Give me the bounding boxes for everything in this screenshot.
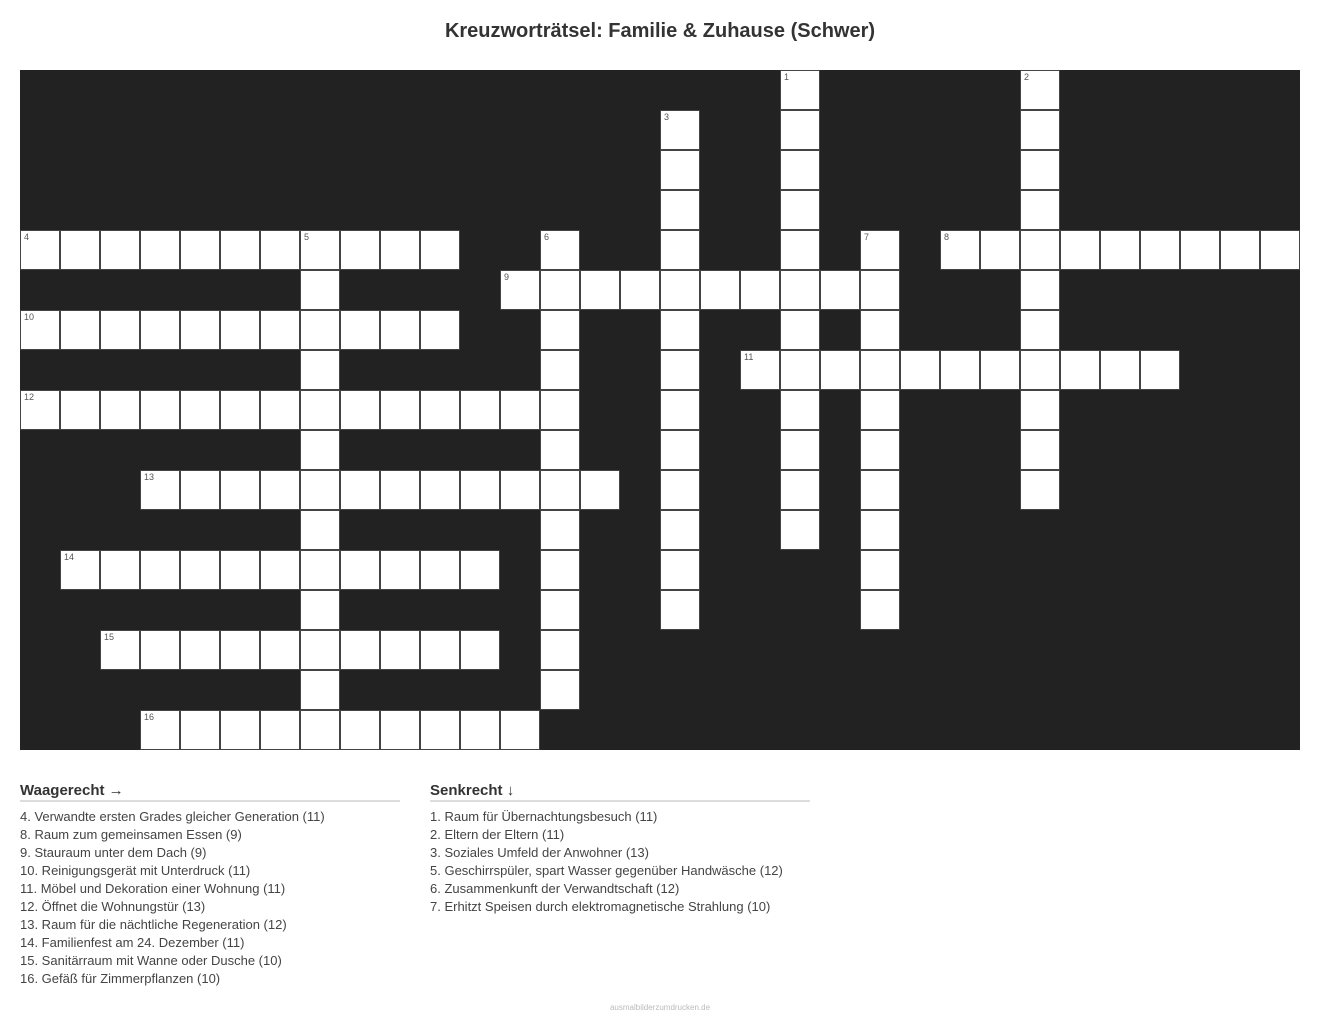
grid-cell[interactable] xyxy=(1020,470,1060,510)
across-heading: Waagerecht → xyxy=(20,782,400,802)
grid-cell[interactable] xyxy=(220,550,260,590)
clue-item: 2. Eltern der Eltern (11) xyxy=(430,827,565,842)
grid-cell[interactable] xyxy=(700,270,740,310)
grid-cell[interactable] xyxy=(140,390,180,430)
grid-cell[interactable] xyxy=(140,310,180,350)
grid-cell[interactable] xyxy=(20,390,60,430)
grid-cell[interactable] xyxy=(20,310,60,350)
grid-cell[interactable] xyxy=(860,270,900,310)
grid-cell[interactable] xyxy=(140,550,180,590)
grid-cell[interactable] xyxy=(300,310,340,350)
grid-cell[interactable] xyxy=(420,550,460,590)
clue-number: 5 xyxy=(304,232,310,242)
grid-cell[interactable] xyxy=(980,350,1020,390)
grid-cell[interactable] xyxy=(860,430,900,470)
grid-cell[interactable] xyxy=(180,470,220,510)
grid-cell[interactable] xyxy=(780,470,820,510)
down-clues xyxy=(430,782,810,916)
grid-cell[interactable] xyxy=(260,230,300,270)
grid-cell[interactable] xyxy=(1020,70,1060,110)
grid-cell[interactable] xyxy=(540,630,580,670)
grid-cell[interactable] xyxy=(420,390,460,430)
grid-cell[interactable] xyxy=(780,270,820,310)
grid-cell[interactable] xyxy=(1180,230,1220,270)
grid-cell[interactable] xyxy=(220,230,260,270)
clue-number: 9 xyxy=(504,272,510,282)
grid-cell[interactable] xyxy=(1020,430,1060,470)
footer-credit: ausmalbilderzumdrucken.de xyxy=(609,1003,711,1012)
grid-cell[interactable] xyxy=(380,710,420,750)
grid-cell[interactable] xyxy=(1020,270,1060,310)
grid-cell[interactable] xyxy=(860,350,900,390)
grid-cell[interactable] xyxy=(980,230,1020,270)
clue-number: 4 xyxy=(24,232,30,242)
grid-cell[interactable] xyxy=(660,470,700,510)
grid-cell[interactable] xyxy=(300,710,340,750)
grid-cell[interactable] xyxy=(540,590,580,630)
grid-cell[interactable] xyxy=(1020,350,1060,390)
grid-cell[interactable] xyxy=(1020,110,1060,150)
grid-cell[interactable] xyxy=(860,550,900,590)
grid-cell[interactable] xyxy=(860,510,900,550)
grid-cell[interactable] xyxy=(540,510,580,550)
grid-cell[interactable] xyxy=(260,310,300,350)
grid-cell[interactable] xyxy=(860,230,900,270)
grid-cell[interactable] xyxy=(1220,230,1260,270)
clue-list xyxy=(430,808,810,916)
grid-cell[interactable] xyxy=(100,390,140,430)
clue-item: 14. Familienfest am 24. Dezember (11) xyxy=(20,935,245,950)
grid-cell[interactable] xyxy=(1020,390,1060,430)
clue-item: 12. Öffnet die Wohnungstür (13) xyxy=(20,899,206,914)
grid-cell[interactable] xyxy=(180,550,220,590)
grid-cell[interactable] xyxy=(100,550,140,590)
grid-cell[interactable] xyxy=(100,630,140,670)
grid-cell[interactable] xyxy=(260,550,300,590)
grid-cell[interactable] xyxy=(860,470,900,510)
grid-cell[interactable] xyxy=(300,350,340,390)
clue-number: 3 xyxy=(664,112,670,122)
grid-cell[interactable] xyxy=(140,630,180,670)
grid-cell[interactable] xyxy=(780,430,820,470)
grid-cell[interactable] xyxy=(300,510,340,550)
grid-cell[interactable] xyxy=(100,230,140,270)
grid-cell[interactable] xyxy=(260,630,300,670)
grid-cell[interactable] xyxy=(780,310,820,350)
grid-cell[interactable] xyxy=(660,390,700,430)
grid-cell[interactable] xyxy=(220,390,260,430)
clue-number: 13 xyxy=(144,472,155,482)
grid-cell[interactable] xyxy=(660,270,700,310)
grid-cell[interactable] xyxy=(300,430,340,470)
clue-item: 15. Sanitärraum mit Wanne oder Dusche (10) xyxy=(20,953,282,968)
clue-item: 10. Reinigungsgerät mit Unterdruck (11) xyxy=(20,863,251,878)
grid-cell[interactable] xyxy=(660,310,700,350)
grid-cell[interactable] xyxy=(260,390,300,430)
grid-cell[interactable] xyxy=(780,230,820,270)
grid-cell[interactable] xyxy=(660,590,700,630)
clue-number: 2 xyxy=(1024,72,1030,82)
clue-number: 16 xyxy=(144,712,155,722)
grid-cell[interactable] xyxy=(1100,350,1140,390)
crossword-grid xyxy=(20,70,1300,750)
grid-cell[interactable] xyxy=(660,110,700,150)
grid-cell[interactable] xyxy=(300,230,340,270)
grid-cell[interactable] xyxy=(300,590,340,630)
grid-cell[interactable] xyxy=(860,590,900,630)
clue-number: 10 xyxy=(24,312,35,322)
grid-cell[interactable] xyxy=(140,710,180,750)
grid-cell[interactable] xyxy=(940,230,980,270)
puzzle-title: Kreuzworträtsel: Familie & Zuhause (Schwer) xyxy=(444,20,876,42)
grid-cell[interactable] xyxy=(180,710,220,750)
grid-cell[interactable] xyxy=(420,230,460,270)
grid-cell[interactable] xyxy=(180,630,220,670)
clue-number: 14 xyxy=(64,552,75,562)
grid-cell[interactable] xyxy=(780,190,820,230)
grid-cell[interactable] xyxy=(540,230,580,270)
grid-cell[interactable] xyxy=(540,550,580,590)
grid-cell[interactable] xyxy=(300,550,340,590)
grid-cell[interactable] xyxy=(180,310,220,350)
clue-number: 11 xyxy=(744,352,754,362)
grid-cell[interactable] xyxy=(180,230,220,270)
grid-cell[interactable] xyxy=(420,470,460,510)
clue-item: 6. Zusammenkunft der Verwandtschaft (12) xyxy=(430,881,680,896)
grid-cell[interactable] xyxy=(460,630,500,670)
grid-cell[interactable] xyxy=(660,230,700,270)
grid-cell[interactable] xyxy=(340,550,380,590)
grid-cell[interactable] xyxy=(660,510,700,550)
grid-cell[interactable] xyxy=(660,350,700,390)
grid-cell[interactable] xyxy=(260,710,300,750)
grid-cell[interactable] xyxy=(660,150,700,190)
grid-cell[interactable] xyxy=(540,310,580,350)
grid-cell[interactable] xyxy=(380,390,420,430)
grid-cell[interactable] xyxy=(740,350,780,390)
grid-cell[interactable] xyxy=(340,390,380,430)
grid-cell[interactable] xyxy=(420,710,460,750)
grid-cell[interactable] xyxy=(820,270,860,310)
grid-cell[interactable] xyxy=(620,270,660,310)
grid-cell[interactable] xyxy=(780,510,820,550)
grid-cell[interactable] xyxy=(60,310,100,350)
grid-cell[interactable] xyxy=(860,310,900,350)
grid-cell[interactable] xyxy=(460,710,500,750)
grid-cell[interactable] xyxy=(1060,230,1100,270)
grid-cell[interactable] xyxy=(540,670,580,710)
grid-cell[interactable] xyxy=(780,110,820,150)
grid-cell[interactable] xyxy=(1020,310,1060,350)
down-heading: Senkrecht ↓ xyxy=(430,782,810,802)
grid-cell[interactable] xyxy=(1020,150,1060,190)
grid-cell[interactable] xyxy=(340,630,380,670)
grid-cell[interactable] xyxy=(460,390,500,430)
grid-cell[interactable] xyxy=(60,390,100,430)
grid-cell[interactable] xyxy=(300,630,340,670)
clue-item: 7. Erhitzt Speisen durch elektromagnetische Strahlung (10) xyxy=(430,899,771,914)
grid-cell[interactable] xyxy=(540,470,580,510)
grid-cell[interactable] xyxy=(780,350,820,390)
grid-cell[interactable] xyxy=(940,350,980,390)
clue-number: 7 xyxy=(864,232,870,242)
grid-cell[interactable] xyxy=(380,630,420,670)
grid-cell[interactable] xyxy=(220,470,260,510)
grid-cell[interactable] xyxy=(1020,190,1060,230)
grid-cell[interactable] xyxy=(300,670,340,710)
grid-cell[interactable] xyxy=(300,390,340,430)
grid-cell[interactable] xyxy=(460,470,500,510)
clue-item: 8. Raum zum gemeinsamen Essen (9) xyxy=(20,827,242,842)
grid-cell[interactable] xyxy=(260,470,300,510)
grid-cell[interactable] xyxy=(540,430,580,470)
grid-cell[interactable] xyxy=(220,710,260,750)
clue-item: 5. Geschirrspüler, spart Wasser gegenüber Handwäsche (12) xyxy=(430,863,783,878)
grid-cell[interactable] xyxy=(500,270,540,310)
grid-cell[interactable] xyxy=(380,230,420,270)
grid-cell[interactable] xyxy=(220,310,260,350)
grid-cell[interactable] xyxy=(780,70,820,110)
clue-item: 11. Möbel und Dekoration einer Wohnung (11) xyxy=(20,881,286,896)
grid-cell[interactable] xyxy=(60,230,100,270)
grid-cell[interactable] xyxy=(100,310,140,350)
grid-cell[interactable] xyxy=(380,550,420,590)
grid-cell[interactable] xyxy=(660,430,700,470)
grid-cell[interactable] xyxy=(180,390,220,430)
grid-cell[interactable] xyxy=(140,230,180,270)
grid-cell[interactable] xyxy=(660,550,700,590)
clue-list xyxy=(20,808,400,988)
clue-number: 6 xyxy=(544,232,550,242)
clue-item: 1. Raum für Übernachtungsbesuch (11) xyxy=(430,809,658,824)
clue-item: 13. Raum für die nächtliche Regeneration (12) xyxy=(20,917,287,932)
grid-cell[interactable] xyxy=(540,390,580,430)
grid-cell[interactable] xyxy=(1140,350,1180,390)
grid-cell[interactable] xyxy=(380,310,420,350)
grid-cell[interactable] xyxy=(300,470,340,510)
grid-cell[interactable] xyxy=(220,630,260,670)
grid-cell[interactable] xyxy=(500,390,540,430)
grid-cell[interactable] xyxy=(420,630,460,670)
grid-cell[interactable] xyxy=(1260,230,1300,270)
grid-cell[interactable] xyxy=(340,310,380,350)
clue-item: 3. Soziales Umfeld der Anwohner (13) xyxy=(430,845,649,860)
grid-cell[interactable] xyxy=(420,310,460,350)
grid-cell[interactable] xyxy=(780,390,820,430)
grid-cell[interactable] xyxy=(1020,230,1060,270)
grid-cell[interactable] xyxy=(540,350,580,390)
grid-cell[interactable] xyxy=(500,470,540,510)
grid-cell[interactable] xyxy=(60,550,100,590)
grid-cell[interactable] xyxy=(660,190,700,230)
grid-cell[interactable] xyxy=(500,710,540,750)
clue-number: 15 xyxy=(104,632,115,642)
grid-cell[interactable] xyxy=(340,710,380,750)
grid-cell[interactable] xyxy=(580,270,620,310)
clue-item: 4. Verwandte ersten Grades gleicher Generation (11) xyxy=(20,809,325,824)
grid-cell[interactable] xyxy=(300,270,340,310)
clue-number: 8 xyxy=(944,232,950,242)
grid-cell[interactable] xyxy=(20,230,60,270)
grid-cell[interactable] xyxy=(380,470,420,510)
grid-cell[interactable] xyxy=(580,470,620,510)
grid-cell[interactable] xyxy=(340,230,380,270)
grid-cell[interactable] xyxy=(540,270,580,310)
grid-cell[interactable] xyxy=(780,150,820,190)
grid-cell[interactable] xyxy=(900,350,940,390)
grid-cell[interactable] xyxy=(460,550,500,590)
grid-cell[interactable] xyxy=(740,270,780,310)
clue-item: 16. Gefäß für Zimmerpflanzen (10) xyxy=(20,971,221,986)
clue-number: 12 xyxy=(24,392,35,402)
grid-cell[interactable] xyxy=(340,470,380,510)
across-clues xyxy=(20,782,400,988)
grid-cell[interactable] xyxy=(1100,230,1140,270)
grid-cell[interactable] xyxy=(140,470,180,510)
clue-number: 1 xyxy=(784,72,790,82)
grid-cell[interactable] xyxy=(820,350,860,390)
clue-item: 9. Stauraum unter dem Dach (9) xyxy=(20,845,207,860)
grid-cell[interactable] xyxy=(1060,350,1100,390)
grid-cell[interactable] xyxy=(860,390,900,430)
grid-cell[interactable] xyxy=(1140,230,1180,270)
